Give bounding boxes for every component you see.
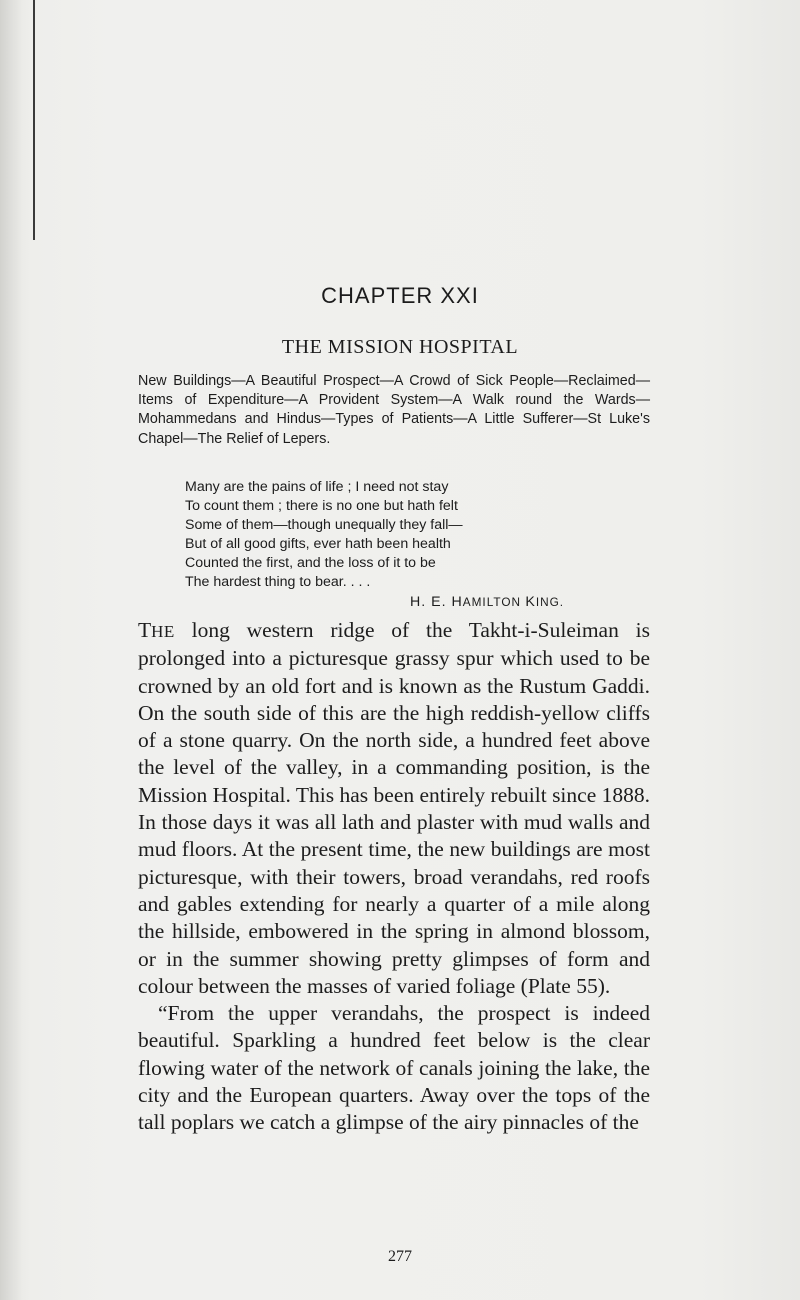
epigraph-poem: [185, 478, 463, 591]
epigraph-line: The hardest thing to bear. . . .: [185, 573, 371, 590]
attribution-initials: H. E. H: [410, 594, 463, 610]
chapter-number: CHAPTER XXI: [321, 283, 479, 308]
epigraph-attribution: [410, 594, 564, 610]
body-text: [138, 617, 650, 1137]
epigraph-line: Many are the pains of life ; I need not stay: [185, 479, 449, 495]
drop-word-capital: T: [138, 618, 152, 642]
epigraph-line: But of all good gifts, ever hath been health: [185, 535, 451, 552]
paragraph-text: long western ridge of the Takht-i-Suleiman is prolonged into a picturesque grassy spur which used to be crowned by an old fort and is known as the Rustum Gaddi. On the south side of this are the high reddish-yellow cliffs of a stone quarry. On the north side, a hundred feet above the level of the valley, in a commanding position, is the Mission Hospital. This has been entirely rebuilt since 1888. In those days it was all lath and plaster with mud walls and mud floors. At the present time, the new buildings are most picturesque, with their towers, broad verandahs, red roofs and gables extending for nearly a quarter of a mile along the hillside, embowered in the spring in almond blossom, or in the summer showing pretty glimpses of form and colour between the masses of varied foliage (Plate 55).: [138, 618, 650, 998]
attribution-surname-end: ING.: [535, 595, 565, 609]
paragraph: [138, 617, 650, 1000]
epigraph-line: Counted the first, and the loss of it to be: [185, 554, 436, 571]
attribution-k: K: [525, 594, 536, 610]
drop-word-small-caps: HE: [151, 622, 175, 641]
page-number: 277: [388, 1248, 412, 1265]
chapter-synopsis: New Buildings—A Beautiful Prospect—A Crowd of Sick People—Reclaimed—Items of Expenditure—A Provident System—A Walk round the Wards—Mohammedans and Hindus—Types of Patients—A Little Sufferer—St Luke's Chapel—The Relief of Lepers.: [138, 373, 650, 447]
paragraph: “From the upper verandahs, the prospect is indeed beautiful. Sparkling a hundred feet below is the clear flowing water of the network of canals joining the lake, the city and the European quarters. Away over the tops of the tall poplars we catch a glimpse of the airy pinnacles of the: [138, 1001, 650, 1135]
scan-edge-line: [33, 0, 35, 240]
epigraph-line: Some of them—though unequally they fall—: [185, 516, 463, 533]
chapter-title: THE MISSION HOSPITAL: [281, 336, 519, 358]
page-gutter-shadow: [0, 0, 22, 1300]
epigraph-line: To count them ; there is no one but hath felt: [185, 497, 458, 514]
attribution-surname-part: AMILTON: [462, 595, 526, 609]
